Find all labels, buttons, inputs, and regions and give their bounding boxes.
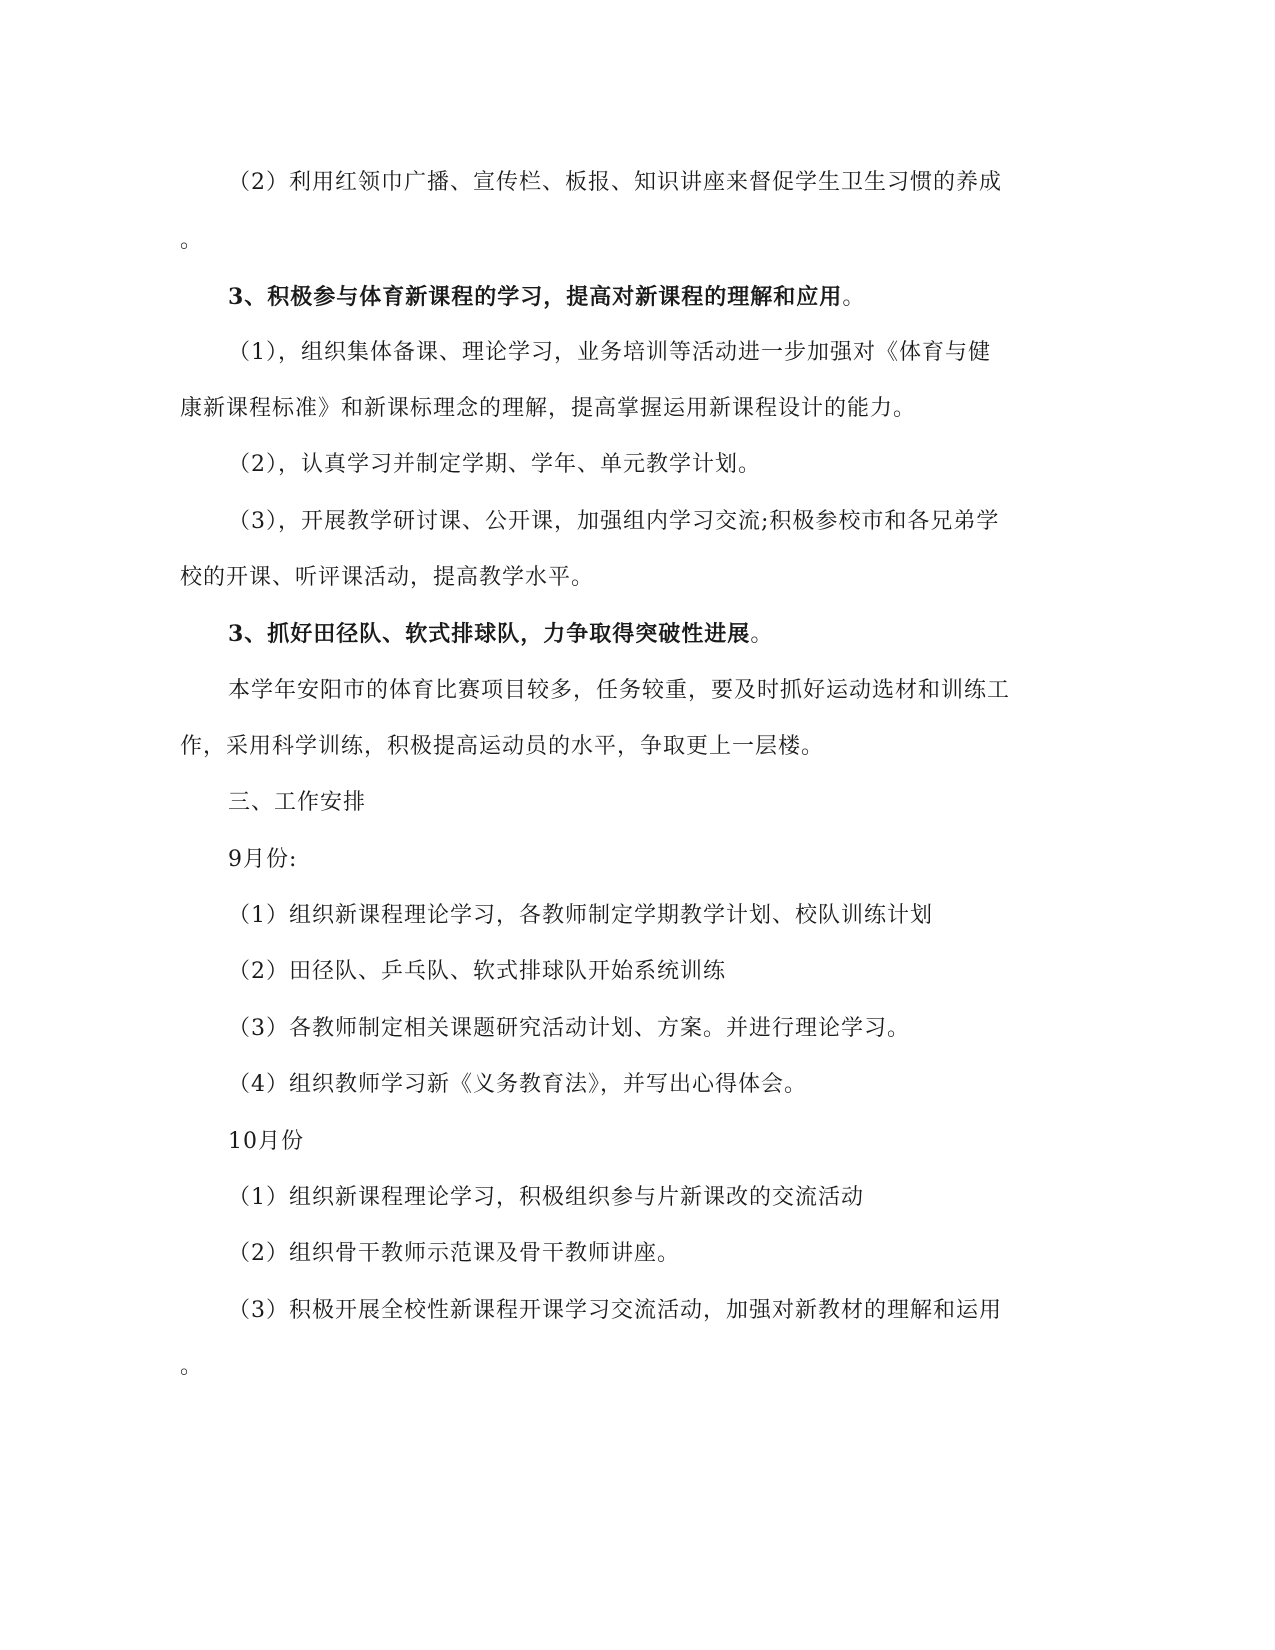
list-item: （2）组织骨干教师示范课及骨干教师讲座。: [228, 1241, 680, 1266]
list-item: （3）各教师制定相关课题研究活动计划、方案。并进行理论学习。: [228, 1016, 910, 1041]
heading-text: 3、积极参与体育新课程的学习，提高对新课程的理解和应用: [228, 284, 843, 310]
paragraph-line: 本学年安阳市的体育比赛项目较多，任务较重，要及时抓好运动选材和训练工: [228, 678, 1011, 703]
paragraph-line: （2）利用红领巾广播、宣传栏、板报、知识讲座来督促学生卫生习惯的养成: [228, 170, 1002, 195]
list-item: （3）积极开展全校性新课程开课学习交流活动，加强对新教材的理解和运用: [228, 1298, 1002, 1323]
list-item-continuation: 。: [180, 1354, 204, 1379]
list-item: （1）组织新课程理论学习，各教师制定学期教学计划、校队训练计划: [228, 903, 933, 928]
paragraph-line: 作，采用科学训练，积极提高运动员的水平，争取更上一层楼。: [180, 734, 825, 759]
month-title: 10月份: [228, 1129, 304, 1154]
paragraph-line: 康新课程标准》和新课标理念的理解，提高掌握运用新课程设计的能力。: [180, 396, 917, 421]
section-heading: [228, 282, 865, 313]
section-title: 三、工作安排: [228, 790, 367, 815]
list-item: （2）田径队、乒乓队、软式排球队开始系统训练: [228, 959, 726, 984]
paragraph-line: （1），组织集体备课、理论学习，业务培训等活动进一步加强对《体育与健: [228, 340, 991, 365]
paragraph-line: （3），开展教学研讨课、公开课，加强组内学习交流;积极参校市和各兄弟学: [228, 509, 1000, 534]
paragraph-line: 校的开课、听评课活动，提高教学水平。: [180, 565, 595, 590]
paragraph-line: 。: [180, 228, 204, 253]
heading-period: 。: [842, 285, 866, 310]
section-heading: [228, 619, 773, 650]
paragraph-line: （2），认真学习并制定学期、学年、单元教学计划。: [228, 452, 761, 477]
list-item: （1）组织新课程理论学习，积极组织参与片新课改的交流活动: [228, 1185, 864, 1210]
heading-period: 。: [750, 622, 774, 647]
list-item: （4）组织教师学习新《义务教育法》，并写出心得体会。: [228, 1072, 807, 1097]
month-title: 9月份:: [228, 847, 298, 872]
heading-text: 3、抓好田径队、软式排球队，力争取得突破性进展: [228, 621, 751, 647]
